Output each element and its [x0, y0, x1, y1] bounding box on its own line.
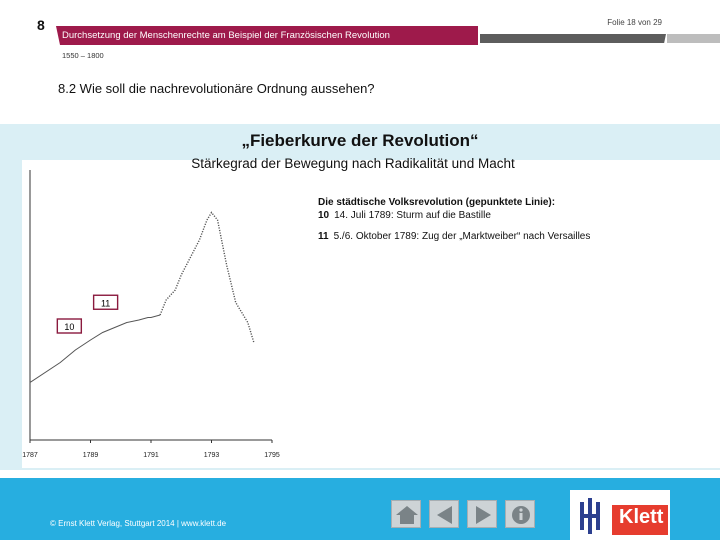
chart-subtitle: Stärkegrad der Bewegung nach Radikalität und Macht	[191, 156, 515, 171]
marker-label: 10	[64, 322, 75, 332]
date-range: 1550 – 1800	[62, 51, 104, 60]
section-heading: 8.2 Wie soll die nachrevolutionäre Ordnung aussehen?	[58, 81, 375, 96]
marker-10	[57, 319, 81, 333]
legend-item-text: 5./6. Oktober 1789: Zug der „Marktweiber“ nach Versailles	[333, 231, 591, 242]
legend-item-text: 14. Juli 1789: Sturm auf die Bastille	[334, 210, 491, 221]
x-tick-label: 1791	[143, 452, 159, 459]
x-tick-label: 1789	[82, 452, 99, 459]
home-button[interactable]	[391, 500, 421, 528]
x-tick-label: 1787	[22, 452, 38, 459]
copyright: © Ernst Klett Verlag, Stuttgart 2014 | www.klett.de	[50, 519, 227, 528]
marker-label: 11	[100, 298, 111, 309]
next-button[interactable]	[467, 500, 497, 528]
series-line-solid	[30, 315, 160, 383]
klett-logo-text: Klett	[619, 506, 664, 528]
klett-logo-icon	[570, 490, 610, 540]
x-tick-label: 1795	[264, 452, 280, 459]
legend-heading: Die städtische Volksrevolution (gepunktete Linie):	[318, 197, 556, 208]
next-icon	[468, 501, 498, 529]
chart-legend	[318, 196, 590, 243]
series-group	[30, 213, 254, 383]
slide-counter: Folie 18 von 29	[607, 18, 662, 27]
marker-11	[94, 295, 118, 309]
marker-group	[57, 295, 117, 333]
home-icon	[392, 501, 422, 529]
legend-item	[318, 209, 590, 222]
x-ticks	[22, 440, 280, 459]
info-button[interactable]	[505, 500, 535, 528]
x-tick-label: 1793	[203, 452, 220, 459]
previous-button[interactable]	[429, 500, 459, 528]
page-title: Durchsetzung der Menschenrechte am Beispiel der Französischen Revolution	[62, 30, 390, 41]
legend-item	[318, 230, 590, 243]
previous-icon	[430, 501, 460, 529]
series-line-dotted	[160, 213, 254, 343]
chapter-number: 8	[37, 17, 45, 33]
legend-item-number: 11	[318, 231, 329, 242]
info-icon	[506, 501, 536, 529]
legend-item-number: 10	[318, 210, 330, 221]
chart-title: „Fieberkurve der Revolution“	[241, 131, 479, 150]
